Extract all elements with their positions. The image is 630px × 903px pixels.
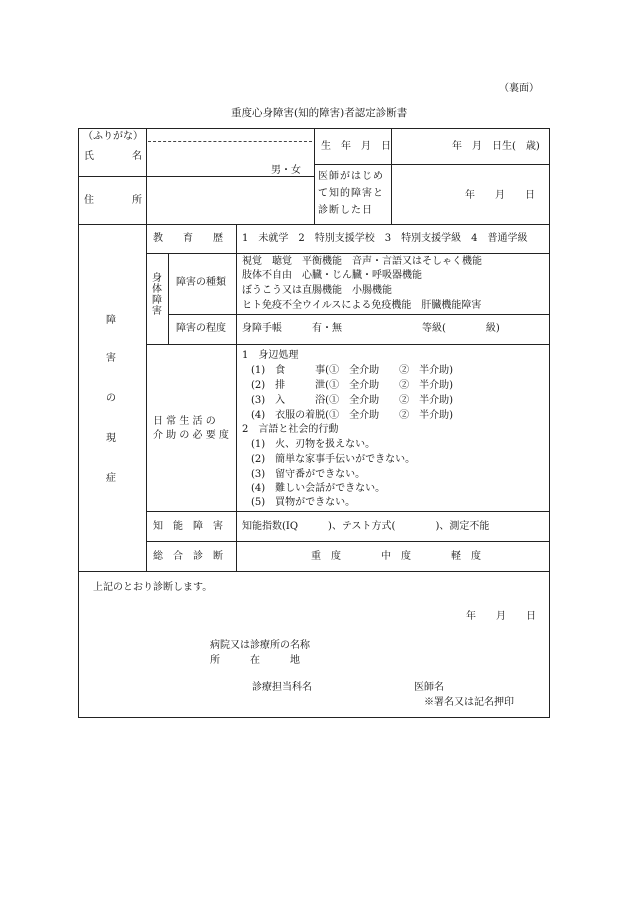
intellect-label: 知 能 障 害 [153,521,223,532]
first-diag-label-1: 医師がはじめ [318,171,384,182]
border-bottom [78,717,550,718]
intellect-value: 知能指数(IQ )、テスト方式( )、測定不能 [242,521,490,532]
line-label-col [146,128,147,572]
daily-line-11: (5) 買物ができない。 [251,497,356,508]
border-left [78,128,79,718]
education-label: 教 育 歴 [153,233,223,244]
condition-vertical-5: 症 [106,473,116,484]
name-label-shi: 氏 [84,151,94,162]
education-value: 1 未就学 2 特別支援学校 3 特別支援学級 4 普通学級 [242,233,528,244]
disability-degree-value: 身障手帳 有・無 等級( 級) [242,323,500,334]
physical-vertical-4: 害 [152,306,162,317]
daily-label-2: 介 助 の 必 要 度 [153,430,229,441]
condition-vertical-3: の [106,393,116,404]
daily-line-7: (1) 火、刃物を扱えない。 [251,439,376,450]
document-title: 重度心身障害(知的障害)者認定診断書 [231,107,408,119]
disability-type-line-1: 視覚 聴覚 平衡機能 音声・言語又はそしゃく機能 [242,256,482,267]
hospital-name-label: 病院又は診療所の名称 [210,640,310,651]
line-degree-bottom [146,344,550,345]
name-label-mei: 名 [132,151,142,162]
line-physical-group [168,253,169,345]
first-diag-value: 年 月 日 [465,190,535,201]
disability-type-line-2: 肢体不自由 心臓・じん臓・呼吸器機能 [242,270,422,281]
daily-line-4: (3) 入 浴(① 全介助 ② 半介助) [251,395,453,406]
overall-value: 重 度 中 度 軽 度 [311,551,481,562]
daily-line-5: (4) 衣服の着脱(① 全介助 ② 半介助) [251,410,453,421]
border-right [549,128,550,718]
disability-degree-label: 障害の程度 [176,323,226,334]
disability-type-line-4: ヒト免疫不全ウイルスによる免疫機能 肝臓機能障害 [242,300,482,311]
overall-label: 総 合 診 断 [153,551,223,562]
location-label: 所 在 地 [210,655,300,666]
line-birth-bottom [314,164,550,165]
condition-vertical-2: 害 [106,353,116,364]
furigana-dashed-line [148,141,312,142]
furigana-label: （ふりがな） [83,131,143,142]
page-side-label: （裏面） [499,83,539,94]
line-education-bottom [146,253,550,254]
line-intellect-bottom [146,541,550,542]
daily-label-1: 日 常 生 活 の [153,416,216,427]
daily-line-6: 2 言語と社会的行動 [242,424,339,435]
daily-line-3: (2) 排 泄(① 全介助 ② 半介助) [251,380,453,391]
statement: 上記のとおり診断します。 [93,582,213,593]
daily-line-8: (2) 簡単な家事手伝いができない。 [251,454,416,465]
physical-vertical-2: 体 [152,284,162,295]
daily-line-10: (4) 難しい会話ができない。 [251,483,386,494]
doctor-name-label: 医師名 [414,682,444,693]
condition-vertical-4: 現 [106,433,116,444]
condition-vertical-1: 障 [106,315,116,326]
physical-vertical-3: 障 [152,295,162,306]
address-label-ju: 住 [84,195,94,206]
department-label: 診療担当科名 [252,682,312,693]
daily-line-2: (1) 食 事(① 全介助 ② 半介助) [251,365,453,376]
birth-value: 年 月 日生( 歳) [452,141,540,152]
line-right-block [314,128,315,225]
gender-option[interactable]: 男・女 [271,165,301,176]
daily-line-9: (3) 留守番ができない。 [251,469,366,480]
physical-vertical-1: 身 [152,273,162,284]
line-right-label [391,128,392,225]
birth-label: 生 年 月 日 [321,141,391,152]
disability-type-line-3: ぼうこう又は直腸機能 小腸機能 [242,285,392,296]
disability-type-label: 障害の種類 [176,277,226,288]
address-label-sho: 所 [132,195,142,206]
daily-line-1: 1 身辺処理 [242,350,299,361]
line-overall-bottom [78,571,550,572]
signature-note: ※署名又は記名押印 [424,697,514,708]
diagnosis-date: 年 月 日 [466,611,536,622]
first-diag-label-2: て知的障害と [318,188,384,199]
line-sub-label [236,224,237,572]
line-type-bottom [168,314,550,315]
first-diag-label-3: 診断した日 [318,205,373,216]
line-daily-bottom [146,511,550,512]
